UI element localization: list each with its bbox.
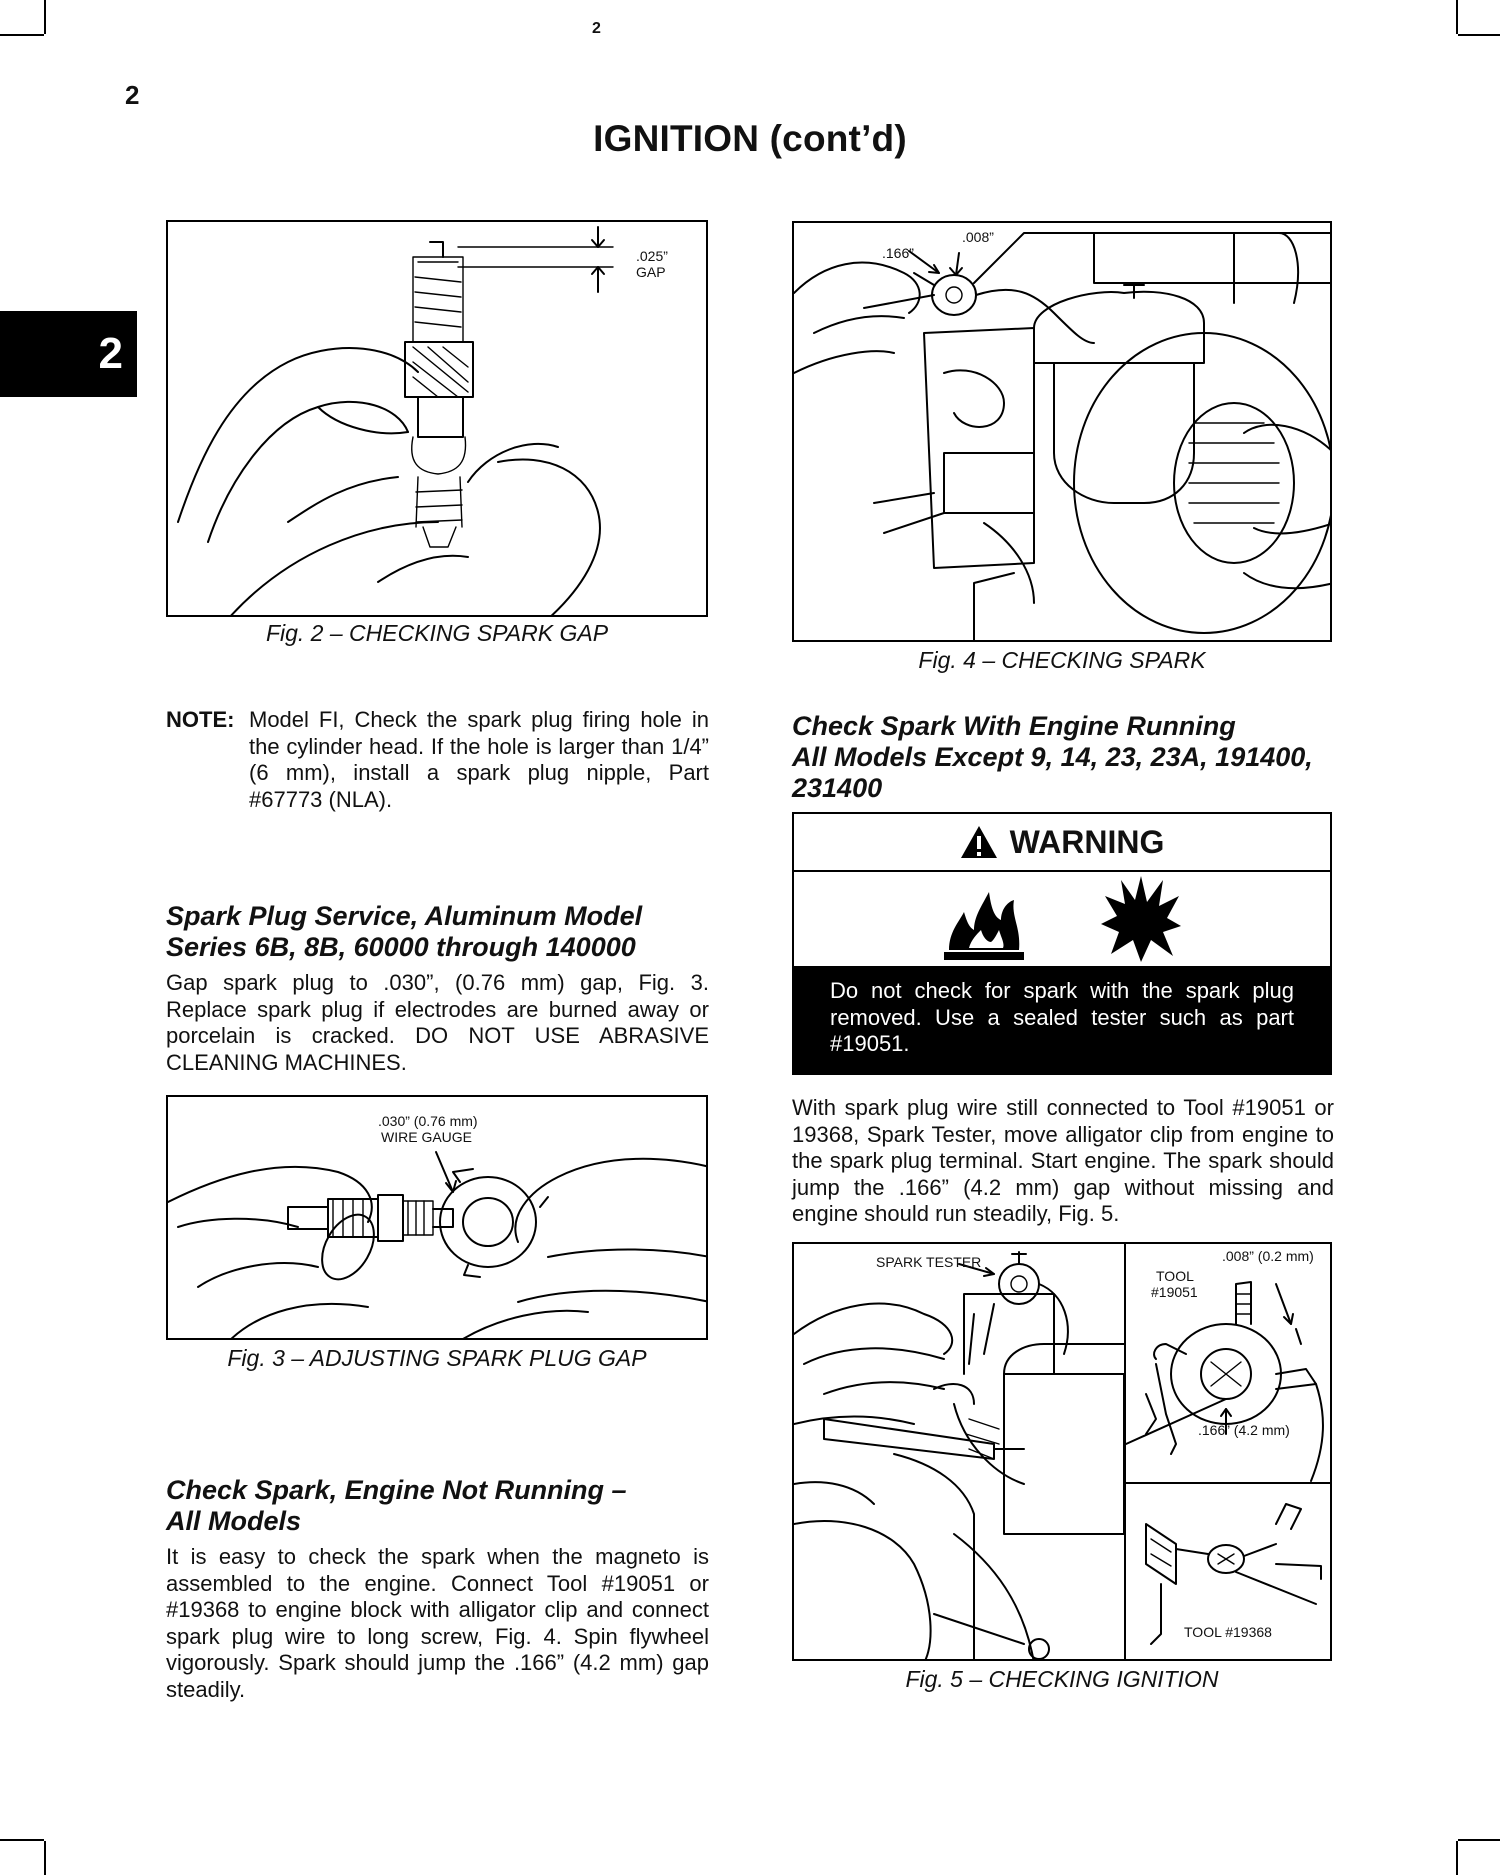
section-tab: 2 <box>0 311 137 397</box>
warning-box <box>792 812 1332 1075</box>
fig4-label-008: .008” <box>962 229 994 245</box>
warning-triangle-icon <box>960 825 998 859</box>
note-label: NOTE: <box>166 707 235 732</box>
page-title: IGNITION (cont’d) <box>593 118 907 159</box>
engine-not-running-text: It is easy to check the spark when the magneto is assembled to the engine. Connect Tool #19051 or #19368 to engine block with alligator clip and connect spark plug wire to long screw, Fig. 4. Spin flywheel vigorously. Spark should jump the .166” (4.2 mm) gap steadily. <box>166 1544 709 1702</box>
fig5-caption: Fig. 5 – CHECKING IGNITION <box>905 1666 1219 1692</box>
crop-mark <box>0 34 44 36</box>
warning-header <box>794 814 1330 872</box>
note-text: Model FI, Check the spark plug firing hole in the cylinder head. If the hole is larger than 1/4” (6 mm), install a spark plug nipple, Part #67773 (NLA). <box>249 707 709 812</box>
fig5-gap-008-label: .008” (0.2 mm) <box>1222 1248 1314 1264</box>
fig5-tool-line2: #19051 <box>1151 1284 1198 1300</box>
engine-running-heading-3: 231400 <box>792 773 883 803</box>
crop-mark <box>1458 1839 1500 1841</box>
fig3-illustration <box>166 1095 708 1340</box>
fig5-tool-line1: TOOL <box>1156 1268 1194 1284</box>
fig3-caption: Fig. 3 – ADJUSTING SPARK PLUG GAP <box>227 1345 647 1371</box>
warning-title: WARNING <box>1009 823 1165 860</box>
fig4-caption: Fig. 4 – CHECKING SPARK <box>918 647 1206 673</box>
spark-plug-service-heading-1: Spark Plug Service, Aluminum Model <box>166 901 643 931</box>
fig2-illustration <box>166 220 708 617</box>
crop-mark <box>44 0 46 34</box>
fire-hazard-icon <box>939 882 1029 962</box>
spark-plug-gap-drawing <box>168 222 708 617</box>
fig4-illustration <box>792 221 1332 642</box>
crop-mark <box>1456 0 1458 34</box>
crop-mark <box>1456 1841 1458 1875</box>
fig5-spark-tester-label: SPARK TESTER <box>876 1254 982 1270</box>
engine-not-running-heading-2: All Models <box>166 1506 302 1536</box>
explosion-hazard-icon <box>1101 874 1181 964</box>
crop-mark <box>1458 34 1500 36</box>
crop-mark <box>44 1841 46 1875</box>
fig5-tool-19368-label: TOOL #19368 <box>1184 1624 1272 1640</box>
warning-text: Do not check for spark with the spark plug removed. Use a sealed tester such as part #19051. <box>794 966 1330 1073</box>
top-page-number: 2 <box>592 20 601 37</box>
checking-spark-drawing <box>794 223 1332 642</box>
fig3-label-line2: WIRE GAUGE <box>381 1129 473 1145</box>
fig2-gap-label2: GAP <box>636 264 666 280</box>
checking-ignition-main-drawing <box>794 1244 1124 1661</box>
crop-mark <box>0 1839 44 1841</box>
engine-running-heading-1: Check Spark With Engine Running <box>792 711 1236 741</box>
page-number: 2 <box>125 80 140 110</box>
engine-running-heading-2: All Models Except 9, 14, 23, 23A, 191400, <box>792 742 1313 772</box>
fig5-illustration <box>792 1242 1332 1661</box>
fig5-gap-166-label: .166” (4.2 mm) <box>1198 1422 1290 1438</box>
fig2-gap-label: .025” <box>636 248 668 264</box>
spark-plug-service-heading-2: Series 6B, 8B, 60000 through 140000 <box>166 932 636 962</box>
engine-not-running-heading-1: Check Spark, Engine Not Running – <box>166 1475 627 1505</box>
engine-running-text: With spark plug wire still connected to Tool #19051 or 19368, Spark Tester, move alligator clip from engine to the spark plug terminal. Start engine. The spark should jump the .166” (4.2 mm) gap without missing and engine should run steadily, Fig. 5. <box>792 1095 1334 1226</box>
fig2-caption: Fig. 2 – CHECKING SPARK GAP <box>265 620 609 646</box>
fig3-label-line1: .030” (0.76 mm) <box>378 1113 478 1129</box>
spark-plug-service-text: Gap spark plug to .030”, (0.76 mm) gap, Fig. 3. Replace spark plug if electrodes are burned away or porcelain is cracked. DO NOT USE ABRASIVE CLEANING MACHINES. <box>166 970 709 1075</box>
fig4-label-166: .166” <box>882 245 914 261</box>
